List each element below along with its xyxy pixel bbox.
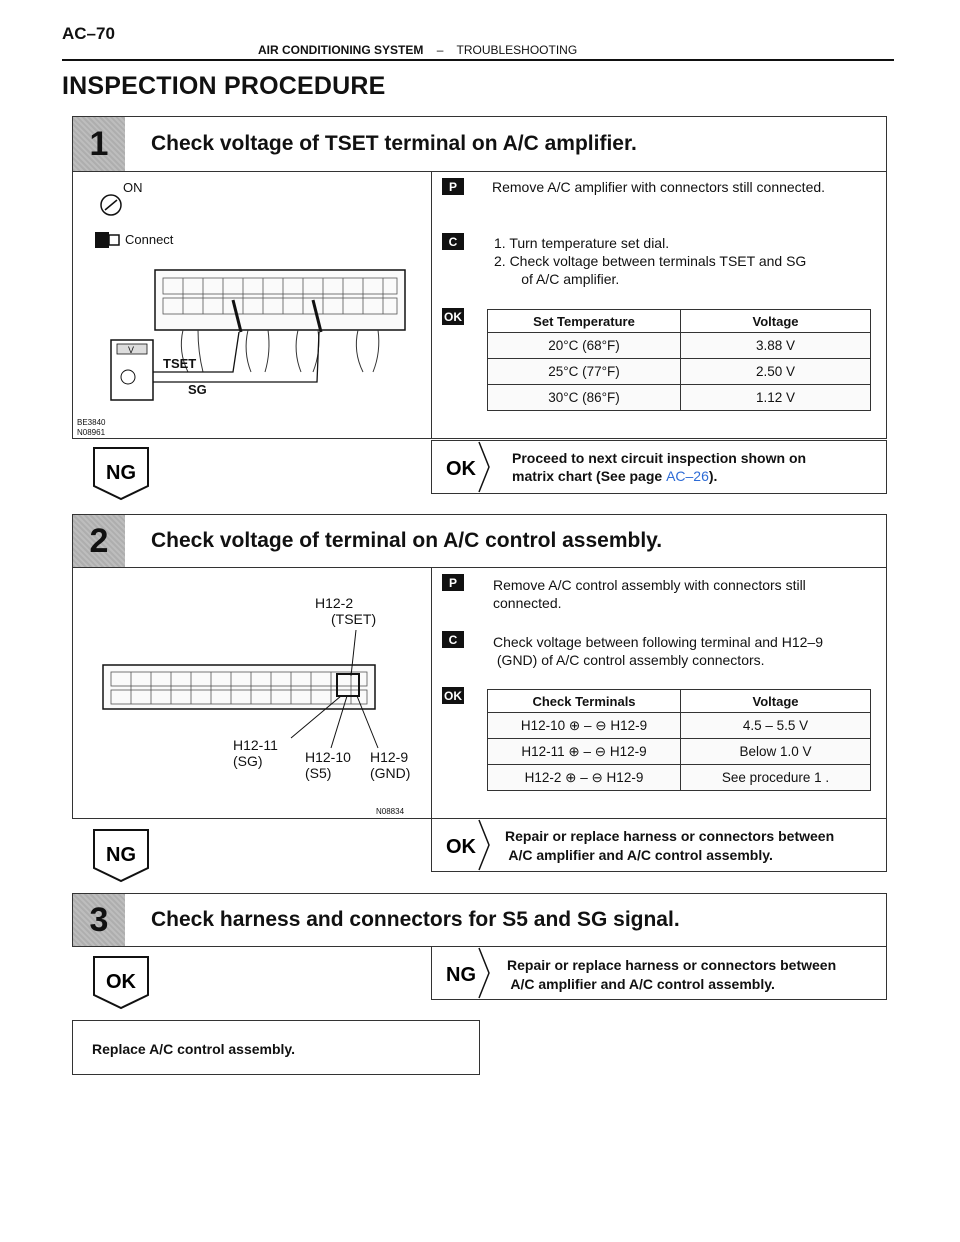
col-voltage: Voltage [681,310,871,333]
table-header-row [488,690,871,713]
label-sg: SG [188,382,207,397]
step3-ng-tag [431,946,501,1000]
step2-ok-text-1: Repair or replace harness or connectors between [505,828,835,844]
step2-c-line-2: (GND) of A/C control assembly connectors. [493,652,765,668]
page-title: INSPECTION PROCEDURE [62,72,386,100]
cell-voltage: Below 1.0 V [681,739,871,765]
table-row [488,359,871,385]
step2-spec-table [487,689,871,791]
label-s5: (S5) [305,765,332,781]
label-sg: (SG) [233,753,263,769]
table-row [488,713,871,739]
step1-connector-diagram [73,172,430,438]
step2-number: 2 [73,515,125,567]
figure-code: N08834 [376,807,405,816]
step3-header [72,893,887,947]
step2-ok-badge: OK [444,688,462,703]
cell-voltage: 4.5 – 5.5 V [681,713,871,739]
cell-terminals: H12-10 ⊕ – ⊖ H12-9 [488,713,681,739]
step1-ok-text-2 [512,467,717,485]
step2-p-badge: P [442,574,464,591]
step1-c-line-3: of A/C amplifier. [494,271,620,287]
step1-p-text: Remove A/C amplifier with connectors still connected. [492,179,826,195]
step1-p-badge: P [442,178,464,195]
amplifier-connector [155,270,405,330]
label-gnd: (GND) [370,765,411,781]
cell-voltage: 3.88 V [681,333,871,359]
label-on: ON [123,180,143,195]
header-dash: – [436,43,444,57]
step2-ok-text-2: A/C amplifier and A/C control assembly. [505,847,773,863]
label-h12-10: H12-10 [305,749,351,765]
label-h12-2: H12-2 [315,595,354,611]
ok-label: OK [446,458,476,480]
header-section: AIR CONDITIONING SYSTEM [258,43,424,57]
step3-title: Check harness and connectors for S5 and SG signal. [151,908,680,931]
label-meter-v: V [128,345,135,355]
ok-label: OK [446,836,476,858]
step2-connector-diagram [73,568,430,818]
col-voltage: Voltage [681,690,871,713]
label-tset: (TSET) [331,611,377,627]
ok-text-part: ). [708,468,718,484]
cell-terminals: H12-11 ⊕ – ⊖ H12-9 [488,739,681,765]
ng-label: NG [106,462,136,484]
cell-voltage: 2.50 V [681,359,871,385]
page-link-ac26[interactable]: AC–26 [666,468,709,484]
step3-number: 3 [73,894,125,946]
table-row [488,739,871,765]
step1-ok-tag [431,440,501,494]
final-action-text: Replace A/C control assembly. [92,1041,296,1057]
cell-voltage: See procedure 1 . [681,765,871,791]
step1-c-line-1: 1. Turn temperature set dial. [494,235,670,251]
step1-title: Check voltage of TSET terminal on A/C amplifier. [151,132,637,155]
cell-voltage: 1.12 V [681,385,871,411]
cell-terminals: H12-2 ⊕ – ⊖ H12-9 [488,765,681,791]
step3-ok-tag [92,955,152,1011]
step1-header [72,116,887,172]
step2-c-badge: C [442,631,464,648]
page-number: AC–70 [62,24,115,43]
ok-text-part: matrix chart (See page [512,468,667,484]
ok-label: OK [106,971,136,993]
figure-code-1: BE3840 [77,418,106,427]
step2-ng-tag [92,828,152,884]
step2-p-line-1: Remove A/C control assembly with connectors still [493,577,806,593]
label-connect: Connect [125,232,174,247]
step1-c-line-2: 2. Check voltage between terminals TSET and SG [494,253,807,269]
table-row [488,333,871,359]
label-h12-11: H12-11 [233,737,278,753]
cell-temp: 30°C (86°F) [488,385,681,411]
step2-p-line-2: connected. [493,595,562,611]
cell-temp: 25°C (77°F) [488,359,681,385]
table-row [488,765,871,791]
ng-label: NG [446,964,476,986]
figure-code-2: N08961 [77,428,106,437]
step1-divider [431,172,432,438]
step1-ok-badge: OK [444,309,462,324]
step2-divider [431,568,432,818]
step1-ng-tag [92,446,152,502]
label-tset: TSET [163,356,197,371]
table-row [488,385,871,411]
col-check-terminals: Check Terminals [488,690,681,713]
header-sub: TROUBLESHOOTING [456,43,578,57]
step1-spec-table [487,309,871,411]
step1-number: 1 [73,117,125,171]
col-set-temp: Set Temperature [488,310,681,333]
label-h12-9: H12-9 [370,749,409,765]
running-header [258,43,577,57]
step2-ok-tag [431,818,501,872]
step2-title: Check voltage of terminal on A/C control assembly. [151,529,663,552]
step3-ng-text-1: Repair or replace harness or connectors between [507,957,837,973]
header-rule [62,59,894,61]
connector-icon [95,232,109,248]
step2-header [72,514,887,568]
step2-c-line-1: Check voltage between following terminal and H12–9 [493,634,823,650]
cell-temp: 20°C (68°F) [488,333,681,359]
step3-ng-text-2: A/C amplifier and A/C control assembly. [507,976,775,992]
control-connector [103,665,375,709]
step1-c-badge: C [442,233,464,250]
table-header-row [488,310,871,333]
step1-ok-text-1: Proceed to next circuit inspection shown on [512,450,807,466]
ng-label: NG [106,844,136,866]
